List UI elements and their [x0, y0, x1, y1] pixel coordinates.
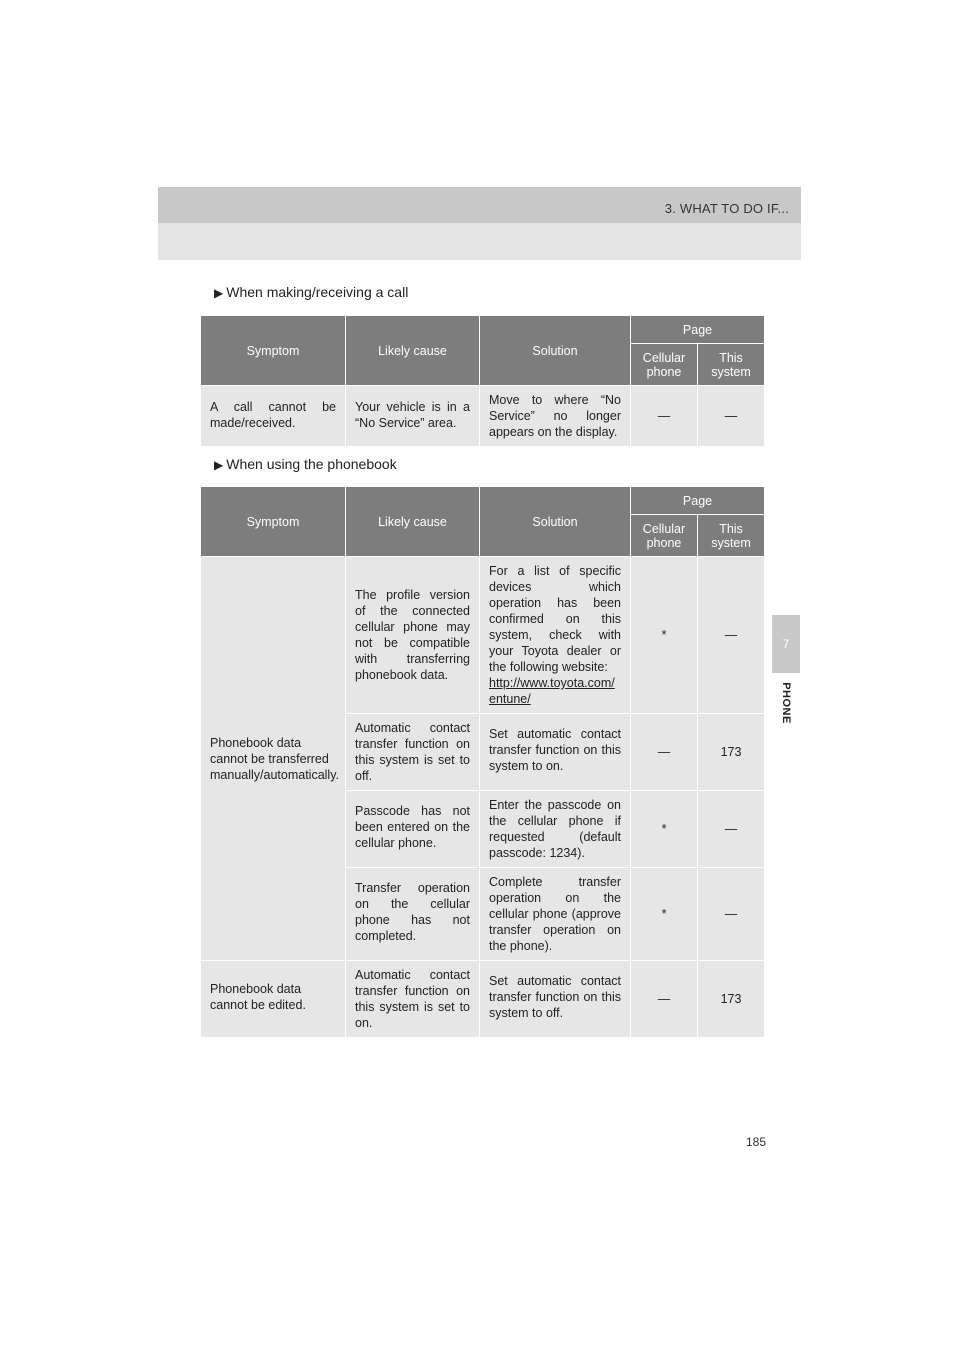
system-page-cell: 173 — [698, 961, 765, 1038]
solution-cell: Enter the passcode on the cellular phone if requested (default passcode: 1234). — [480, 791, 631, 868]
col-header-symptom: Symptom — [201, 316, 346, 386]
table-row — [201, 961, 765, 1038]
system-page-cell: — — [698, 386, 765, 447]
cause-cell: Passcode has not been entered on the cellular phone. — [346, 791, 480, 868]
col-header-this-system: This system — [698, 344, 765, 386]
chapter-label-text: PHONE — [780, 682, 792, 724]
cellular-page-cell: * — [631, 868, 698, 961]
solution-text: For a list of specific devices which operation has been confirmed on this system, check with your Toyota dealer or the following website: — [489, 564, 621, 674]
chapter-title: 3. WHAT TO DO IF... — [664, 201, 789, 216]
triangle-right-icon: ▶ — [214, 286, 224, 300]
cause-cell: Automatic contact transfer function on this system is set to off. — [346, 714, 480, 791]
triangle-right-icon: ▶ — [214, 458, 224, 472]
symptom-cell: Phonebook data cannot be transferred manually/automatically. — [201, 557, 346, 961]
col-header-this-system: This system — [698, 515, 765, 557]
symptom-cell: Phonebook data cannot be edited. — [201, 961, 346, 1038]
chapter-label — [772, 673, 800, 733]
solution-cell: Move to where “No Service” no longer appears on the display. — [480, 386, 631, 447]
system-page-cell: — — [698, 791, 765, 868]
col-header-cellular-phone: Cellular phone — [631, 344, 698, 386]
call-table — [200, 315, 765, 447]
col-header-symptom: Symptom — [201, 487, 346, 557]
solution-cell: Set automatic contact transfer function on this system to on. — [480, 714, 631, 791]
solution-cell: Set automatic contact transfer function on this system to off. — [480, 961, 631, 1038]
symptom-cell: A call cannot be made/received. — [201, 386, 346, 447]
cause-cell: Automatic contact transfer function on this system is set to on. — [346, 961, 480, 1038]
cause-cell: Transfer operation on the cellular phone has not completed. — [346, 868, 480, 961]
chapter-tab — [772, 615, 800, 673]
col-header-solution: Solution — [480, 316, 631, 386]
col-header-page: Page — [631, 487, 765, 515]
section-heading-call — [214, 284, 408, 300]
section-heading-phonebook — [214, 456, 397, 472]
toyota-website-link[interactable]: http://www.toyota.com/entune/ — [489, 676, 615, 706]
cellular-page-cell: — — [631, 386, 698, 447]
col-header-page: Page — [631, 316, 765, 344]
table-row — [201, 557, 765, 714]
system-page-cell: 173 — [698, 714, 765, 791]
cause-cell: The profile version of the connected cellular phone may not be compatible with transferring phonebook data. — [346, 557, 480, 714]
section-heading-text: When using the phonebook — [226, 456, 397, 472]
cellular-page-cell: — — [631, 961, 698, 1038]
header-bar — [158, 187, 801, 223]
phonebook-table — [200, 486, 765, 1038]
col-header-likely-cause: Likely cause — [346, 316, 480, 386]
solution-cell — [480, 557, 631, 714]
col-header-likely-cause: Likely cause — [346, 487, 480, 557]
table-row — [201, 386, 765, 447]
header-sub-bar — [158, 223, 801, 260]
col-header-solution: Solution — [480, 487, 631, 557]
system-page-cell: — — [698, 557, 765, 714]
system-page-cell: — — [698, 868, 765, 961]
cause-cell: Your vehicle is in a “No Service” area. — [346, 386, 480, 447]
solution-cell: Complete transfer operation on the cellular phone (approve transfer operation on the phone). — [480, 868, 631, 961]
chapter-number: 7 — [782, 637, 790, 651]
cellular-page-cell: * — [631, 557, 698, 714]
section-heading-text: When making/receiving a call — [226, 284, 409, 300]
cellular-page-cell: — — [631, 714, 698, 791]
col-header-cellular-phone: Cellular phone — [631, 515, 698, 557]
cellular-page-cell: * — [631, 791, 698, 868]
page-number: 185 — [746, 1135, 767, 1149]
